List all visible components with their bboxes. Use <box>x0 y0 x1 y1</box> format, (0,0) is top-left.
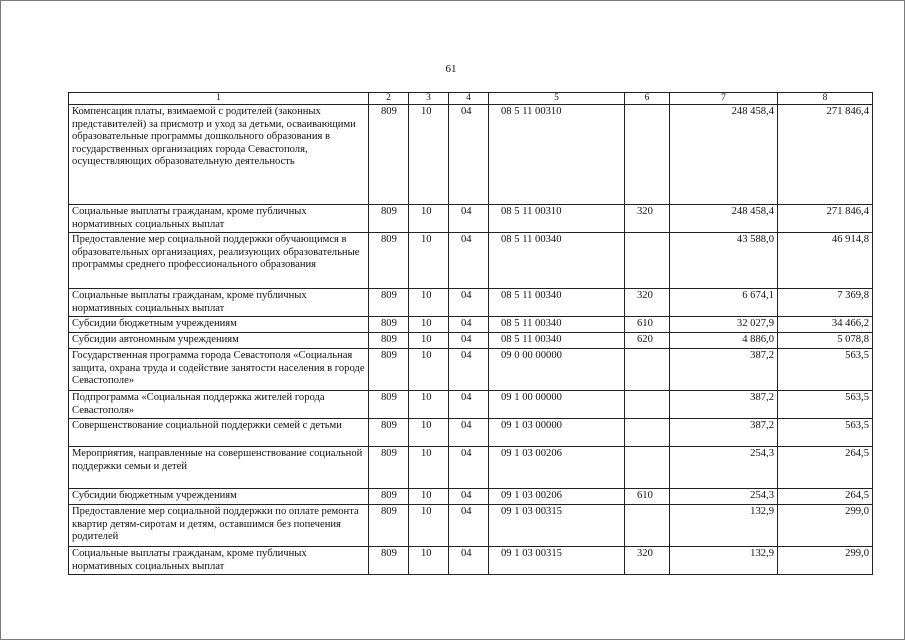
row-section-cell: 10 <box>409 489 449 505</box>
row-expense-type-cell: 320 <box>625 289 670 317</box>
row-name-cell: Государственная программа города Севастополя «Социальная защита, охрана труда и содействие занятости населения в городе Севастополе» <box>69 349 369 391</box>
row-expense-type-cell <box>625 391 670 419</box>
row-amount-2-cell: 271 846,4 <box>778 205 873 233</box>
row-subsection-cell: 04 <box>449 333 489 349</box>
column-header: 5 <box>489 93 625 105</box>
row-section-cell: 10 <box>409 205 449 233</box>
row-grbs-cell: 809 <box>369 317 409 333</box>
table-row <box>69 317 873 333</box>
table-row <box>69 289 873 317</box>
row-target-code-cell: 09 0 00 00000 <box>489 349 625 391</box>
column-header: 8 <box>778 93 873 105</box>
table-header-row <box>69 93 873 105</box>
row-name-cell: Совершенствование социальной поддержки семей с детьми <box>69 419 369 447</box>
row-subsection-cell: 04 <box>449 419 489 447</box>
table-row <box>69 349 873 391</box>
row-section-cell: 10 <box>409 289 449 317</box>
row-target-code-cell: 09 1 03 00206 <box>489 489 625 505</box>
row-amount-2-cell: 34 466,2 <box>778 317 873 333</box>
row-amount-2-cell: 563,5 <box>778 349 873 391</box>
row-amount-1-cell: 248 458,4 <box>670 105 778 205</box>
row-grbs-cell: 809 <box>369 105 409 205</box>
row-target-code-cell: 08 5 11 00310 <box>489 105 625 205</box>
table-row <box>69 333 873 349</box>
row-expense-type-cell: 320 <box>625 205 670 233</box>
row-subsection-cell: 04 <box>449 505 489 547</box>
row-amount-2-cell: 5 078,8 <box>778 333 873 349</box>
row-target-code-cell: 09 1 03 00315 <box>489 547 625 575</box>
row-expense-type-cell <box>625 349 670 391</box>
row-section-cell: 10 <box>409 505 449 547</box>
row-expense-type-cell: 320 <box>625 547 670 575</box>
row-expense-type-cell <box>625 505 670 547</box>
column-header: 2 <box>369 93 409 105</box>
row-name-cell: Субсидии автономным учреждениям <box>69 333 369 349</box>
row-name-cell: Подпрограмма «Социальная поддержка жителей города Севастополя» <box>69 391 369 419</box>
table-row <box>69 205 873 233</box>
column-header: 7 <box>670 93 778 105</box>
row-grbs-cell: 809 <box>369 447 409 489</box>
row-subsection-cell: 04 <box>449 391 489 419</box>
row-amount-1-cell: 6 674,1 <box>670 289 778 317</box>
row-subsection-cell: 04 <box>449 105 489 205</box>
row-target-code-cell: 08 5 11 00310 <box>489 205 625 233</box>
column-header: 4 <box>449 93 489 105</box>
row-grbs-cell: 809 <box>369 349 409 391</box>
row-name-cell: Субсидии бюджетным учреждениям <box>69 489 369 505</box>
row-target-code-cell: 08 5 11 00340 <box>489 289 625 317</box>
row-grbs-cell: 809 <box>369 419 409 447</box>
row-expense-type-cell <box>625 233 670 289</box>
row-amount-2-cell: 264,5 <box>778 489 873 505</box>
row-name-cell: Субсидии бюджетным учреждениям <box>69 317 369 333</box>
row-subsection-cell: 04 <box>449 233 489 289</box>
table-row <box>69 391 873 419</box>
row-target-code-cell: 09 1 03 00315 <box>489 505 625 547</box>
row-amount-2-cell: 7 369,8 <box>778 289 873 317</box>
row-expense-type-cell: 620 <box>625 333 670 349</box>
row-amount-2-cell: 46 914,8 <box>778 233 873 289</box>
row-section-cell: 10 <box>409 349 449 391</box>
row-subsection-cell: 04 <box>449 547 489 575</box>
table-row <box>69 105 873 205</box>
row-amount-1-cell: 387,2 <box>670 391 778 419</box>
page-number: 61 <box>445 63 457 75</box>
row-subsection-cell: 04 <box>449 289 489 317</box>
row-section-cell: 10 <box>409 317 449 333</box>
row-grbs-cell: 809 <box>369 391 409 419</box>
row-grbs-cell: 809 <box>369 205 409 233</box>
column-header: 1 <box>69 93 369 105</box>
row-expense-type-cell: 610 <box>625 317 670 333</box>
row-expense-type-cell <box>625 419 670 447</box>
row-target-code-cell: 09 1 03 00000 <box>489 419 625 447</box>
row-amount-1-cell: 248 458,4 <box>670 205 778 233</box>
row-grbs-cell: 809 <box>369 233 409 289</box>
row-subsection-cell: 04 <box>449 489 489 505</box>
row-amount-1-cell: 254,3 <box>670 489 778 505</box>
table-body <box>69 93 873 575</box>
row-target-code-cell: 08 5 11 00340 <box>489 233 625 289</box>
row-subsection-cell: 04 <box>449 205 489 233</box>
row-expense-type-cell <box>625 447 670 489</box>
row-amount-2-cell: 563,5 <box>778 391 873 419</box>
row-grbs-cell: 809 <box>369 333 409 349</box>
row-name-cell: Социальные выплаты гражданам, кроме публичных нормативных социальных выплат <box>69 289 369 317</box>
table-row <box>69 419 873 447</box>
row-subsection-cell: 04 <box>449 447 489 489</box>
row-name-cell: Предоставление мер социальной поддержки по оплате ремонта квартир детям-сиротам и детям, оставшимся без попечения родителей <box>69 505 369 547</box>
table-row <box>69 547 873 575</box>
row-amount-1-cell: 132,9 <box>670 547 778 575</box>
row-amount-1-cell: 387,2 <box>670 349 778 391</box>
row-subsection-cell: 04 <box>449 317 489 333</box>
row-section-cell: 10 <box>409 333 449 349</box>
table-row <box>69 505 873 547</box>
row-expense-type-cell: 610 <box>625 489 670 505</box>
row-amount-2-cell: 264,5 <box>778 447 873 489</box>
row-name-cell: Социальные выплаты гражданам, кроме публичных нормативных социальных выплат <box>69 205 369 233</box>
row-target-code-cell: 08 5 11 00340 <box>489 317 625 333</box>
row-amount-2-cell: 299,0 <box>778 505 873 547</box>
row-grbs-cell: 809 <box>369 547 409 575</box>
row-amount-1-cell: 387,2 <box>670 419 778 447</box>
row-target-code-cell: 09 1 03 00206 <box>489 447 625 489</box>
row-amount-1-cell: 132,9 <box>670 505 778 547</box>
row-grbs-cell: 809 <box>369 489 409 505</box>
row-section-cell: 10 <box>409 447 449 489</box>
row-subsection-cell: 04 <box>449 349 489 391</box>
row-amount-2-cell: 271 846,4 <box>778 105 873 205</box>
column-header: 3 <box>409 93 449 105</box>
row-amount-1-cell: 4 886,0 <box>670 333 778 349</box>
budget-table <box>68 92 873 575</box>
row-target-code-cell: 09 1 00 00000 <box>489 391 625 419</box>
row-section-cell: 10 <box>409 419 449 447</box>
row-expense-type-cell <box>625 105 670 205</box>
row-grbs-cell: 809 <box>369 505 409 547</box>
row-section-cell: 10 <box>409 391 449 419</box>
table-row <box>69 233 873 289</box>
row-amount-1-cell: 254,3 <box>670 447 778 489</box>
column-header: 6 <box>625 93 670 105</box>
row-grbs-cell: 809 <box>369 289 409 317</box>
row-target-code-cell: 08 5 11 00340 <box>489 333 625 349</box>
row-name-cell: Мероприятия, направленные на совершенствование социальной поддержки семьи и детей <box>69 447 369 489</box>
row-amount-2-cell: 563,5 <box>778 419 873 447</box>
row-section-cell: 10 <box>409 547 449 575</box>
row-name-cell: Социальные выплаты гражданам, кроме публичных нормативных социальных выплат <box>69 547 369 575</box>
row-amount-1-cell: 32 027,9 <box>670 317 778 333</box>
row-name-cell: Компенсация платы, взимаемой с родителей (законных представителей) за присмотр и уход за детьми, осваивающими образовательные программы дошкольного образования в государственных организациях города Севастополя, осуществляющих образовательную деятельность <box>69 105 369 205</box>
row-section-cell: 10 <box>409 233 449 289</box>
row-section-cell: 10 <box>409 105 449 205</box>
table-row <box>69 447 873 489</box>
row-name-cell: Предоставление мер социальной поддержки обучающимся в образовательных организациях, реализующих образовательные программы среднего профессионального образования <box>69 233 369 289</box>
table-row <box>69 489 873 505</box>
row-amount-1-cell: 43 588,0 <box>670 233 778 289</box>
row-amount-2-cell: 299,0 <box>778 547 873 575</box>
